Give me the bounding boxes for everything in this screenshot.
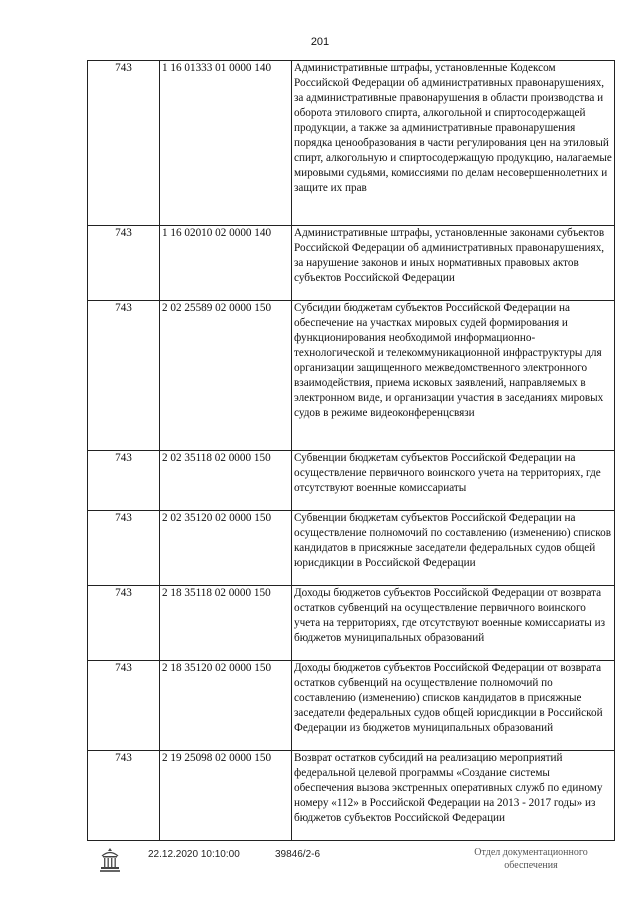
table-row — [88, 226, 615, 301]
description-cell: Субвенции бюджетам субъектов Российской Федерации на осуществление полномочий по составлению (изменению) списков кандидатов в присяжные заседатели федеральных судов общей юрисдикции в Российской Федерации — [292, 511, 615, 586]
admin-code-cell: 743 — [88, 586, 160, 661]
admin-code-cell: 743 — [88, 301, 160, 451]
footer-date: 22.12.2020 10:10:00 — [148, 849, 240, 860]
kbk-code-cell: 2 02 25589 02 0000 150 — [160, 301, 292, 451]
revenue-codes-table — [87, 60, 615, 841]
description-cell: Субвенции бюджетам субъектов Российской Федерации на осуществление первичного воинского учета на территориях, где отсутствуют военные комиссариаты — [292, 451, 615, 511]
table-row — [88, 586, 615, 661]
kbk-code-cell: 1 16 01333 01 0000 140 — [160, 61, 292, 226]
description-cell: Доходы бюджетов субъектов Российской Федерации от возврата остатков субвенций на осуществление первичного воинского учета на территориях, где отсутствуют военные комиссариаты из бюджетов муниципальных образований — [292, 586, 615, 661]
description-cell: Субсидии бюджетам субъектов Российской Федерации на обеспечение на участках мировых судей формирования и функционирования необходимой информационно-технологической и телекоммуникационной инфраструктуры для организации защищенного межведомственного электронного взаимодействия, приема исковых заявлений, направляемых в электронном виде, и организации участия в заседаниях мировых судов в режиме видеоконференцсвязи — [292, 301, 615, 451]
admin-code-cell: 743 — [88, 661, 160, 751]
admin-code-cell: 743 — [88, 751, 160, 841]
description-cell: Доходы бюджетов субъектов Российской Федерации от возврата остатков субвенций на осуществление полномочий по составлению (изменению) списков кандидатов в присяжные заседатели федеральных судов общей юрисдикции в Российской Федерации из бюджетов муниципальных образований — [292, 661, 615, 751]
page-footer — [98, 846, 618, 886]
table-row — [88, 451, 615, 511]
table-row — [88, 301, 615, 451]
table-row — [88, 751, 615, 841]
kbk-code-cell: 1 16 02010 02 0000 140 — [160, 226, 292, 301]
kbk-code-cell: 2 02 35120 02 0000 150 — [160, 511, 292, 586]
emblem-icon — [98, 846, 122, 874]
department-line-2: обеспечения — [504, 860, 558, 871]
description-cell: Административные штрафы, установленные Кодексом Российской Федерации об административных правонарушениях, за административные правонарушения в области производства и оборота этилового спирта, алкогольной и спиртосодержащей продукции, а также за административные правонарушения порядка ценообразования в части регулирования цен на этиловый спирт, алкогольную и спиртосодержащую продукцию, налагаемые мировыми судьями, комиссиями по делам несовершеннолетних и защите их прав — [292, 61, 615, 226]
department-line-1: Отдел документационного — [474, 847, 588, 858]
admin-code-cell: 743 — [88, 61, 160, 226]
table-row — [88, 661, 615, 751]
table-row — [88, 61, 615, 226]
kbk-code-cell: 2 19 25098 02 0000 150 — [160, 751, 292, 841]
admin-code-cell: 743 — [88, 451, 160, 511]
kbk-code-cell: 2 18 35120 02 0000 150 — [160, 661, 292, 751]
footer-doc-number: 39846/2-6 — [275, 849, 321, 860]
description-cell: Возврат остатков субсидий на реализацию мероприятий федеральной целевой программы «Создание системы обеспечения вызова экстренных оперативных служб по единому номеру «112» в Российской Федерации на 2013 - 2017 годы» из бюджетов субъектов Российской Федерации — [292, 751, 615, 841]
department-stamp — [456, 846, 606, 872]
page-number: 201 — [310, 36, 330, 48]
admin-code-cell: 743 — [88, 226, 160, 301]
description-cell: Административные штрафы, установленные законами субъектов Российской Федерации об административных правонарушениях, за нарушение законов и иных нормативных правовых актов субъектов Российской Федерации — [292, 226, 615, 301]
kbk-code-cell: 2 02 35118 02 0000 150 — [160, 451, 292, 511]
table-row — [88, 511, 615, 586]
kbk-code-cell: 2 18 35118 02 0000 150 — [160, 586, 292, 661]
admin-code-cell: 743 — [88, 511, 160, 586]
